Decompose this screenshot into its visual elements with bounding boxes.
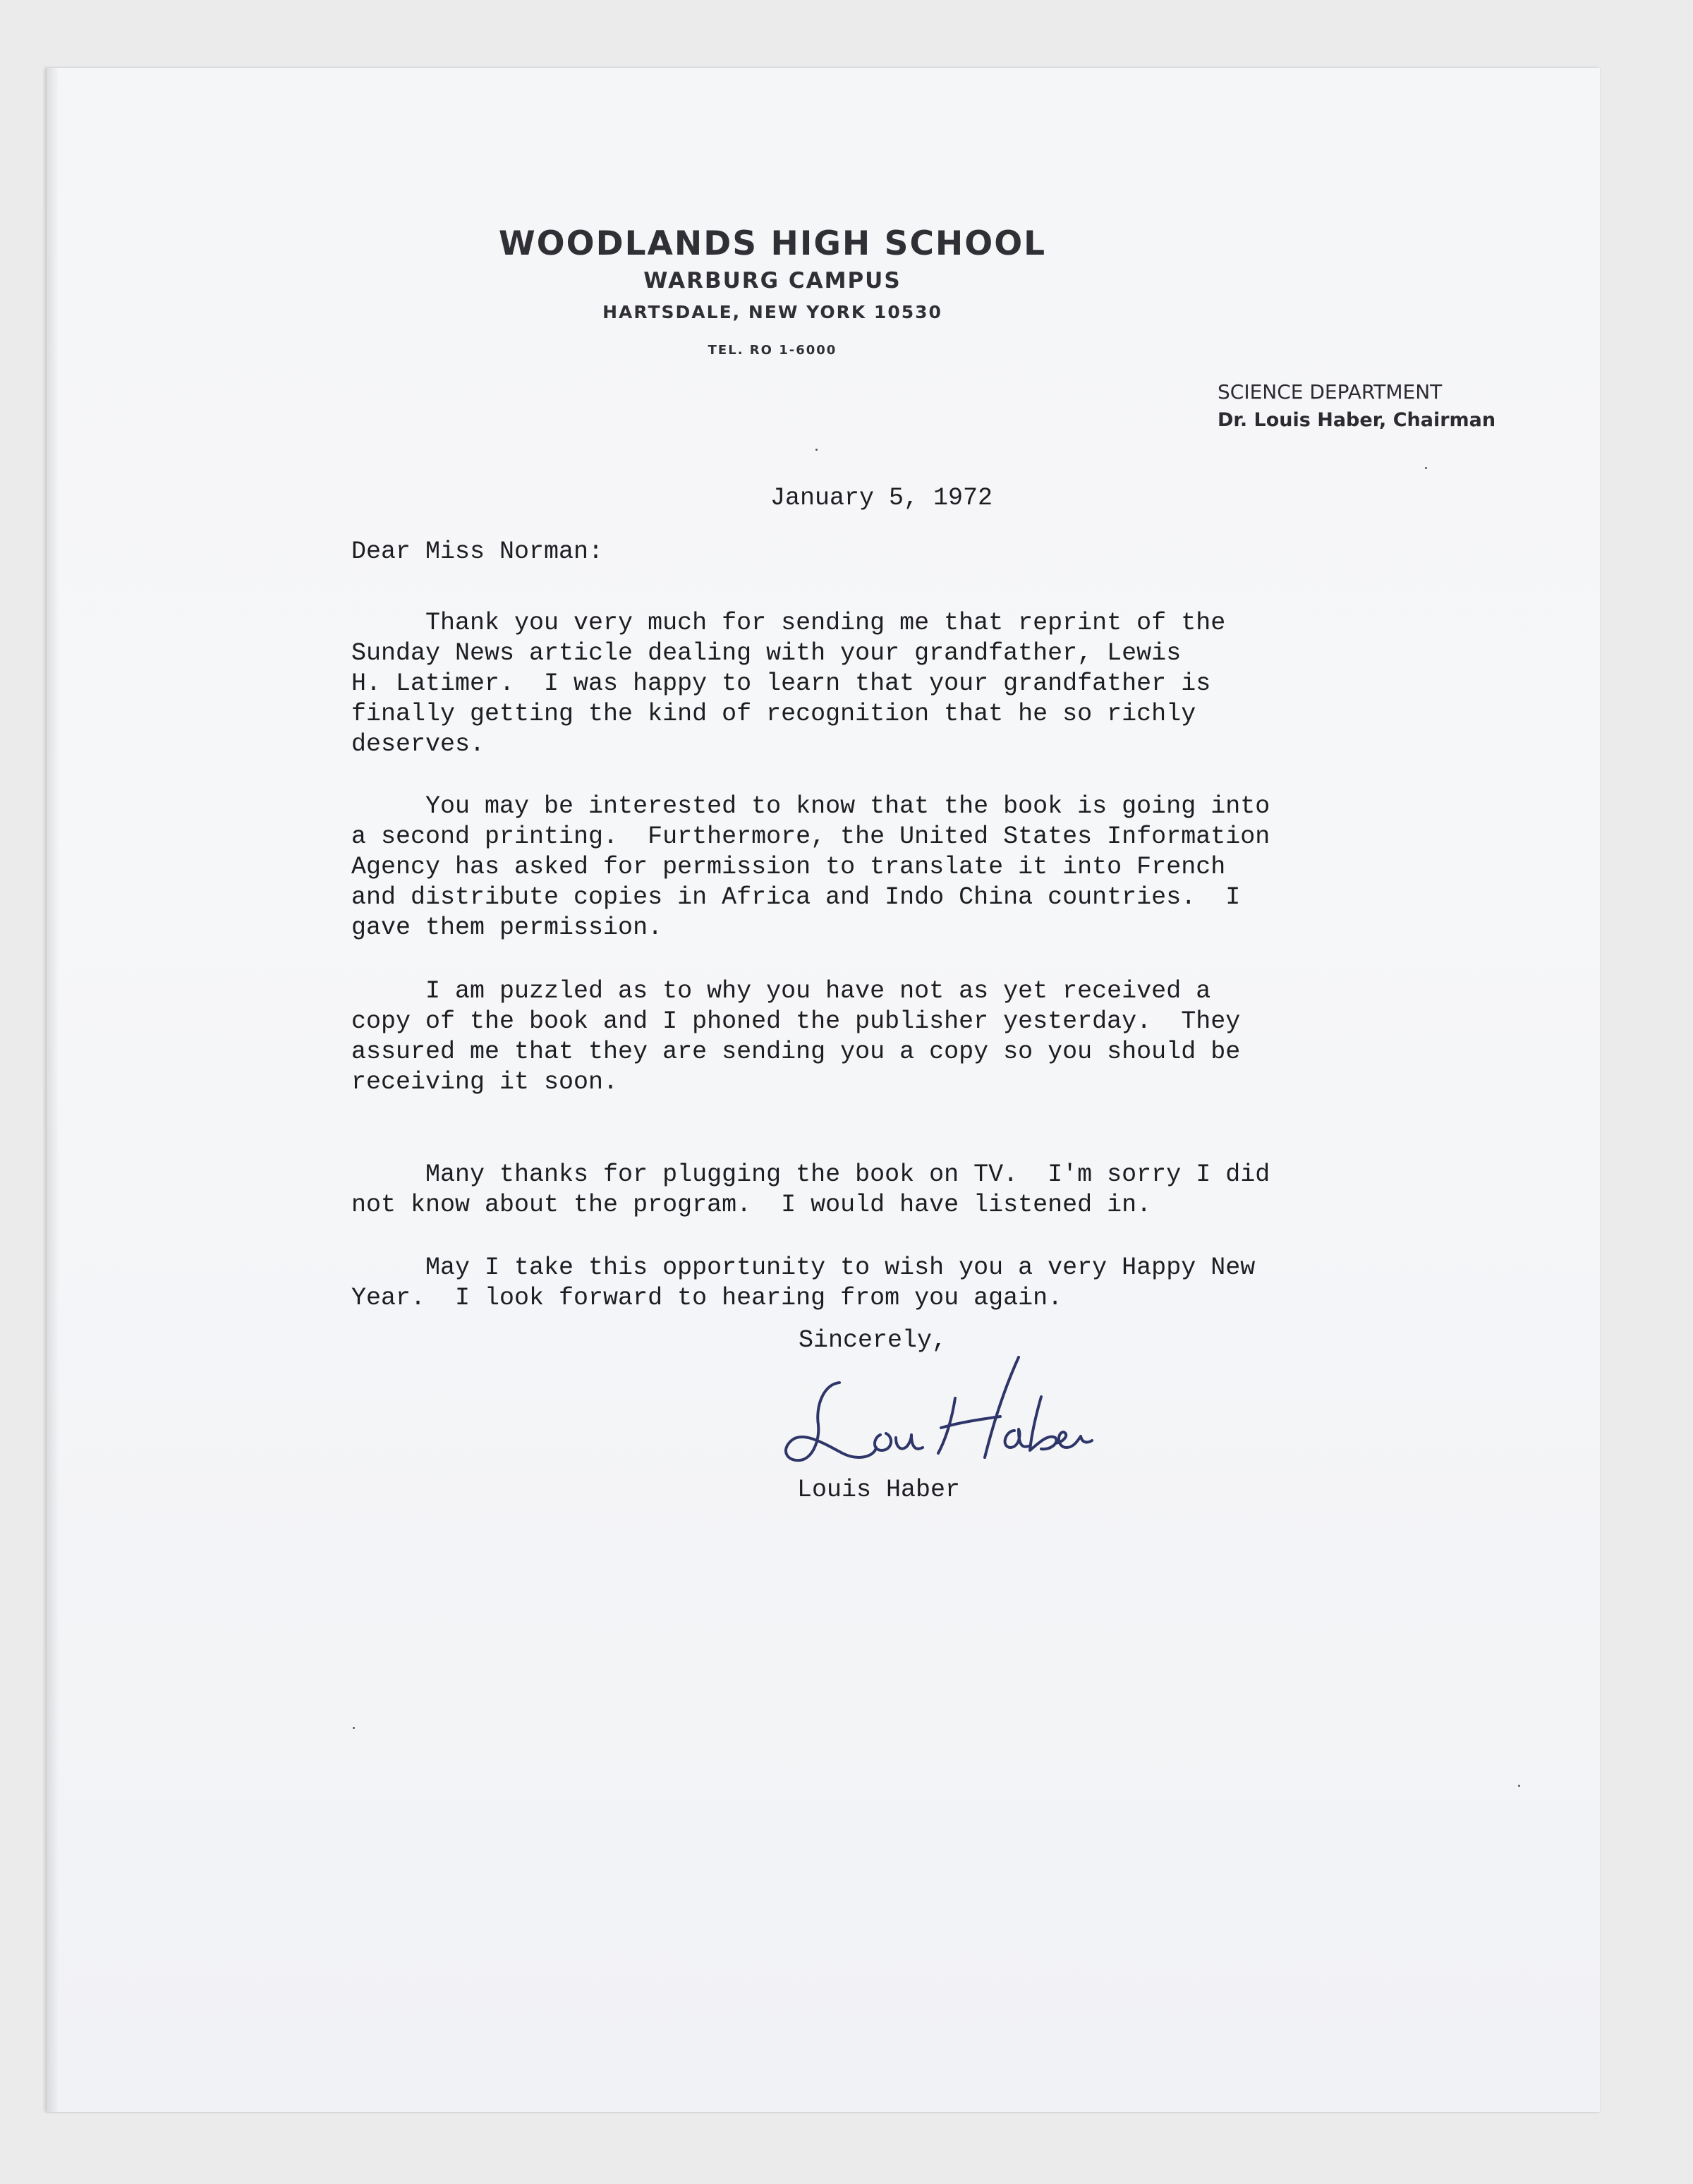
paper-speck	[1425, 467, 1427, 469]
school-address: HARTSDALE, NEW YORK 10530	[602, 302, 942, 322]
body-paragraph: I am puzzled as to why you have not as yet received a copy of the book and I phoned the publisher yesterday. They assured me that they are sending you a copy so you should be receiving it soon.	[351, 977, 1241, 1096]
salutation: Dear Miss Norman:	[351, 538, 604, 566]
letter-date: January 5, 1972	[770, 484, 993, 512]
paper-speck	[815, 449, 818, 451]
paper-speck	[1518, 1785, 1520, 1787]
body-paragraph: Many thanks for plugging the book on TV. I'm sorry I did not know about the program. I would have listened in.	[351, 1160, 1270, 1219]
closing: Sincerely,	[799, 1326, 947, 1354]
school-telephone: TEL. RO 1-6000	[708, 343, 837, 358]
paper-speck	[353, 1727, 355, 1729]
campus-name: WARBURG CAMPUS	[643, 268, 902, 293]
body-paragraph: You may be interested to know that the book is going into a second printing. Furthermore, the United States Information Agency has asked for permission to translate it into French and distribute copies in Africa and Indo China countries. I gave them permission.	[351, 792, 1270, 942]
handwritten-signature	[756, 1337, 1095, 1479]
signer-name: Louis Haber	[797, 1476, 961, 1504]
department-chair: Dr. Louis Haber, Chairman	[1218, 409, 1496, 431]
department-block	[1218, 378, 1495, 435]
school-name: WOODLANDS HIGH SCHOOL	[498, 224, 1047, 263]
body-paragraph: Thank you very much for sending me that reprint of the Sunday News article dealing with your grandfather, Lewis H. Latimer. I was happy to learn that your grandfather is finally getting the kind of recognition that he so richly deserves.	[351, 609, 1226, 758]
department-name: SCIENCE DEPARTMENT	[1218, 380, 1443, 404]
letter-page	[47, 68, 1600, 2112]
body-paragraph: May I take this opportunity to wish you a very Happy New Year. I look forward to hearing from you again.	[351, 1254, 1256, 1312]
